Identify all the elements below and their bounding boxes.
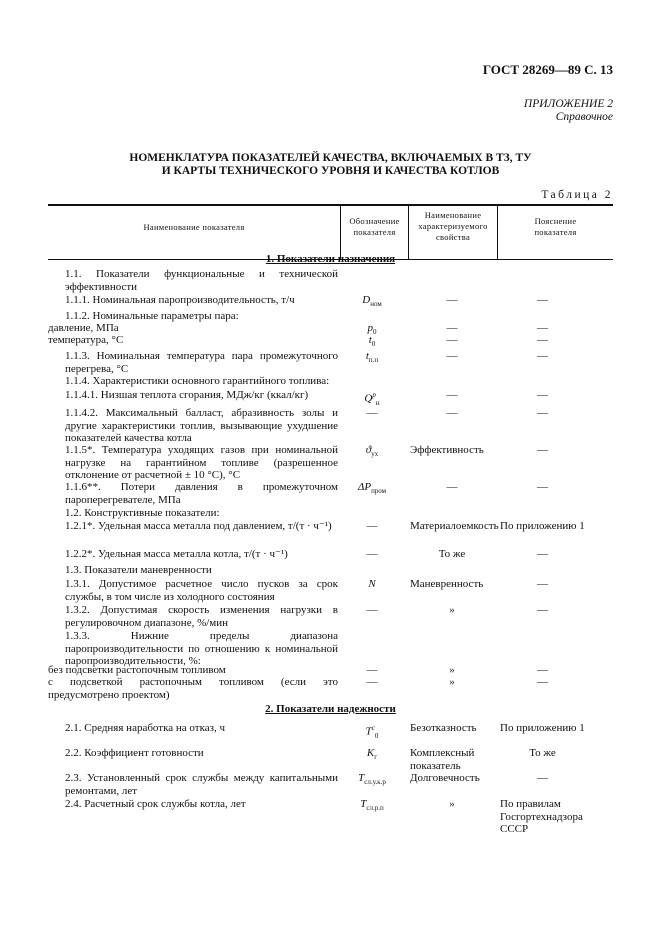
indicator-symbol: $T_{сл.р.п}$ — [360, 798, 384, 813]
page-header: ГОСТ 28269—89 С. 13 — [482, 62, 613, 77]
property-name: Безотказность — [410, 722, 477, 734]
property-name: — — [446, 389, 458, 401]
indicator-name: 1.1.4. Характеристики основного гарантийного топлива: — [65, 375, 330, 387]
section-heading-reliability: 2. Показатели надежности — [265, 703, 396, 715]
indicator-symbol: — — [366, 407, 378, 419]
section-heading-purpose: 1. Показатели назначения — [265, 253, 396, 265]
indicator-name: давление, МПа — [48, 322, 119, 334]
indicator-name: 1.1.4.1. Низшая теплота сгорания, МДж/кг (ккал/кг) — [65, 389, 309, 401]
column-header-note: Пояснение показателя — [534, 216, 577, 237]
indicator-note: По правилам Госгортехнадзора СССР — [500, 798, 583, 835]
indicator-name: 1.1.2. Номинальные параметры пара: — [65, 310, 239, 322]
column-header-property: Наименование характеризуемого свойства — [418, 210, 488, 242]
appendix-label — [524, 98, 613, 124]
indicator-note: — — [537, 294, 548, 306]
property-name: То же — [438, 548, 466, 560]
appendix-type: Справочное — [555, 111, 613, 123]
property-name: — — [446, 350, 458, 362]
indicator-symbol: N — [368, 578, 376, 590]
indicator-note: То же — [529, 747, 556, 759]
indicator-name: 1.3.3. Нижние пределы диапазона паропроизводительности по отношению к номинальной паропроизводительности, %: — [65, 630, 338, 667]
indicator-name: 1.1. Показатели функциональные и технической эффективности — [65, 268, 338, 293]
table-label: Таблица 2 — [541, 189, 613, 201]
indicator-note: — — [537, 481, 548, 493]
indicator-symbol: $T_{сл.у.к.р}$ — [358, 772, 386, 787]
indicator-name: 1.1.3. Номинальная температура пара промежуточного перегрева, °C — [65, 350, 338, 375]
indicator-symbol: $p_0$ — [367, 322, 377, 337]
indicator-name: 1.1.5*. Температура уходящих газов при номинальной нагрузке на гарантийном топливе (разрешенное отклонение от расчетной ± 10 °C), °C — [65, 444, 338, 481]
indicator-note: — — [537, 578, 548, 590]
indicator-note: — — [537, 407, 548, 419]
property-name: Материалоемкость — [410, 520, 499, 532]
property-name: — — [446, 334, 458, 346]
property-name: Эффективность — [410, 444, 484, 456]
indicator-name: 2.3. Установленный срок службы между капитальными ремонтами, лет — [65, 772, 338, 797]
document-title: НОМЕНКЛАТУРА ПОКАЗАТЕЛЕЙ КАЧЕСТВА, ВКЛЮЧАЕМЫХ В ТЗ, ТУ И КАРТЫ ТЕХНИЧЕСКОГО УРОВНЯ И КАЧЕСТВА КОТЛОВ — [129, 152, 532, 177]
property-name: — — [446, 294, 458, 306]
indicator-name: без подсветки растопочным топливом — [48, 664, 226, 676]
column-header-symbol: Обозначение показателя — [349, 216, 400, 237]
indicator-name: 2.2. Коэффициент готовности — [65, 747, 204, 759]
indicator-symbol: $Q^р_н$ — [364, 391, 380, 407]
indicator-name: 1.1.4.2. Максимальный балласт, абразивность золы и другие характеристики топлив, вызывающие ухудшение показателей качества котла — [65, 407, 338, 444]
indicator-note: — — [537, 334, 548, 346]
indicator-symbol: $T^с_0$ — [365, 724, 379, 740]
column-header-name: Наименование показателя — [143, 222, 245, 232]
indicator-symbol: — — [366, 520, 378, 532]
indicator-note: По приложению 1 — [500, 520, 585, 532]
property-name: — — [446, 407, 458, 419]
indicator-name: 2.1. Средняя наработка на отказ, ч — [65, 722, 226, 734]
indicator-symbol: $t_{п.п}$ — [365, 350, 379, 365]
property-name: » — [449, 604, 455, 616]
property-name: » — [449, 798, 455, 810]
property-name: Комплексный показатель — [410, 747, 475, 772]
indicator-symbol: $K_г$ — [366, 747, 378, 762]
indicator-note: — — [537, 444, 548, 456]
indicator-name: 1.1.6**. Потери давления в промежуточном пароперегревателе, МПа — [65, 481, 338, 506]
table-top-rule — [48, 204, 613, 206]
indicator-note: — — [537, 664, 548, 676]
indicator-symbol: — — [366, 548, 378, 560]
indicator-note: По приложению 1 — [500, 722, 585, 734]
indicator-note: — — [537, 772, 548, 784]
indicator-name: 1.3. Показатели маневренности — [65, 564, 212, 576]
appendix-number: ПРИЛОЖЕНИЕ 2 — [523, 98, 613, 110]
indicator-name: 1.2.1*. Удельная масса металла под давлением, т/(т · ч⁻¹) — [65, 520, 332, 532]
indicator-note: — — [537, 676, 548, 688]
indicator-name: 1.2. Конструктивные показатели: — [65, 507, 220, 519]
indicator-symbol: — — [366, 604, 378, 616]
indicator-name: 2.4. Расчетный срок службы котла, лет — [65, 798, 246, 810]
property-name: » — [449, 664, 455, 676]
indicator-note: — — [537, 389, 548, 401]
indicator-note: — — [537, 548, 548, 560]
indicator-symbol: $ϑ_{ух}$ — [365, 444, 379, 459]
indicator-note: — — [537, 604, 548, 616]
indicator-name: с подсветкой растопочным топливом (если это предусмотрено проектом) — [48, 676, 338, 701]
indicator-note: — — [537, 322, 548, 334]
indicator-name: 1.3.1. Допустимое расчетное число пусков за срок службы, в том числе из холодного состояния — [65, 578, 338, 603]
indicator-name: 1.2.2*. Удельная масса металла котла, т/(т · ч⁻¹) — [65, 548, 288, 560]
indicator-note: — — [537, 350, 548, 362]
property-name: » — [449, 676, 455, 688]
indicator-symbol: $\Delta P_{пром}$ — [357, 481, 387, 496]
indicator-symbol: $D_{ном}$ — [362, 294, 382, 309]
property-name: Маневренность — [410, 578, 484, 590]
property-name: — — [446, 481, 458, 493]
property-name: Долговечность — [410, 772, 480, 784]
indicator-name: температура, °C — [48, 334, 124, 346]
indicator-name: 1.3.2. Допустимая скорость изменения нагрузки в регулировочном диапазоне, %/мин — [65, 604, 338, 629]
indicator-name: 1.1.1. Номинальная паропроизводительность, т/ч — [65, 294, 295, 306]
property-name: — — [446, 322, 458, 334]
indicator-symbol: — — [366, 676, 378, 688]
indicator-symbol: — — [366, 664, 378, 676]
indicator-symbol: $t_0$ — [368, 334, 376, 349]
